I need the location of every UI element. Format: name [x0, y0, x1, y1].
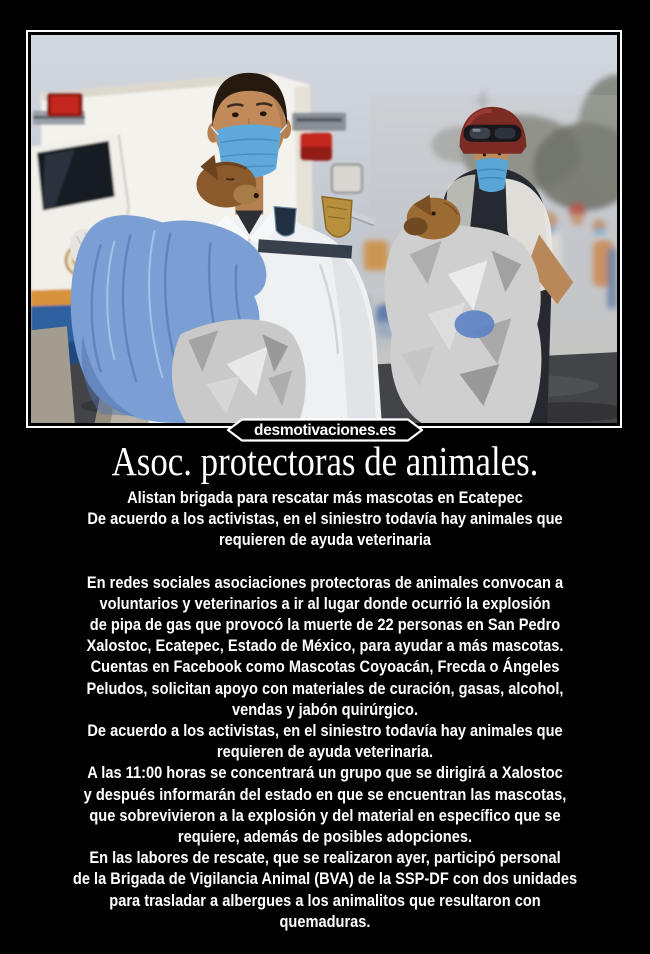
text-line: requieren de ayuda veterinaria.	[216, 742, 434, 762]
text-line: vendas y jabón quirúrgico.	[231, 699, 419, 719]
chest-badge	[274, 207, 296, 236]
text-line: A las 11:00 horas se concentrará un grupo que se dirigirá a Xalostoc	[87, 763, 563, 783]
text-line: De acuerdo a los activistas, en el siniestro todavía hay animales que	[87, 721, 563, 741]
caption-block	[0, 438, 650, 932]
text-line: de pipa de gas que provocó la muerte de 22 personas en San Pedro	[89, 615, 561, 635]
text-line: de la Brigada de Vigilancia Animal (BVA) de la SSP-DF con dos unidades	[72, 869, 578, 889]
photo-frame	[26, 30, 622, 428]
text-line: Xalostoc, Ecatepec, Estado de México, para ayudar a más mascotas.	[86, 636, 564, 656]
text-line: para trasladar a albergues a los animalitos que resultaron con	[109, 890, 541, 910]
text-line: Cuentas en Facebook como Mascotas Coyoacán, Frecda o Ángeles	[90, 657, 560, 677]
rescuer-mask	[475, 158, 508, 192]
rescue-photo	[31, 35, 617, 423]
text-line: Alistan brigada para rescatar más mascotas en Ecatepec	[127, 488, 523, 507]
text-line: En las labores de rescate, que se realizaron ayer, participó personal	[89, 848, 561, 868]
text-line: En redes sociales asociaciones protectoras de animales convocan a	[86, 572, 564, 592]
poster-body-text	[0, 572, 650, 932]
text-line: que sobrevivieron a la explosión y del material en específico que se	[89, 805, 561, 825]
text-line: De acuerdo a los activistas, en el siniestro todavía hay animales que	[87, 509, 563, 529]
poster-title: Asoc. protectoras de animales.	[111, 438, 539, 484]
text-line: requiere, además de posibles adopciones.	[177, 827, 473, 847]
watermark-text: desmotivaciones.es	[254, 422, 396, 439]
text-line: y después informarán del estado en que se encuentran las mascotas,	[83, 784, 567, 804]
text-line: quemaduras.	[279, 911, 371, 931]
text-line: Peludos, solicitan apoyo con materiales de curación, gasas, alcohol,	[86, 678, 564, 698]
text-line: requieren de ayuda veterinaria	[218, 530, 432, 550]
text-line: voluntarios y veterinarios a ir al lugar donde ocurrió la explosión	[99, 593, 551, 613]
poster-subtitle	[0, 487, 650, 551]
